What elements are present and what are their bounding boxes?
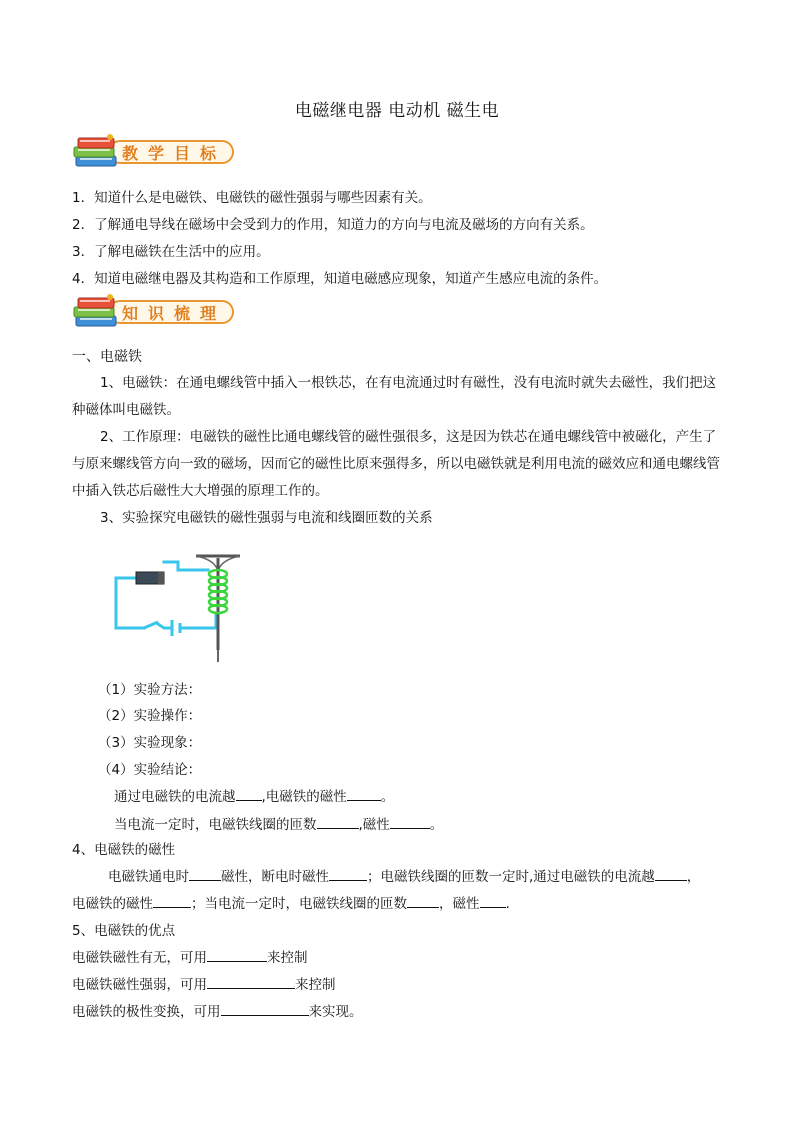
blank[interactable] (189, 866, 221, 881)
paragraph-principle: 2、工作原理：电磁铁的磁性比通电螺线管的磁性强很多，这是因为铁芯在通电螺线管中被磁化，产生了与原来螺线管方向一致的磁场，因而它的磁性比原来强得多，所以电磁铁就是利用电流的磁效应和通电螺线管中插入铁芯后磁性大大增强的原理工作的。 (72, 429, 720, 499)
badge-label: 知识梳理 (122, 304, 227, 323)
blank[interactable] (207, 974, 295, 989)
advantage-strength: 电磁铁磁性强弱，可用 来控制 (72, 973, 336, 993)
magnetism-line-1: 电磁铁通电时 磁性，断电时磁性 ；电磁铁线圈的匝数一定时,通过电磁铁的电流越 ， (108, 865, 700, 885)
advantage-polarity: 电磁铁的极性变换，可用 来实现。 (72, 1000, 363, 1020)
conclusion-current: 通过电磁铁的电流越 ,电磁铁的磁性 。 (114, 785, 394, 805)
section-heading: 4、电磁铁的磁性 (72, 842, 176, 858)
blank[interactable] (480, 893, 506, 908)
step-conclusion: （4）实验结论： (98, 762, 202, 778)
magnetism-line-2: 电磁铁的磁性 ；当电流一定时，电磁铁线圈的匝数 ，磁性 . (72, 892, 510, 912)
electromagnet-circuit-diagram (100, 550, 260, 662)
blank[interactable] (655, 866, 687, 881)
step-operation: （2）实验操作： (98, 708, 202, 724)
blank[interactable] (317, 814, 359, 829)
step-method: （1）实验方法： (98, 682, 202, 698)
books-icon (72, 294, 122, 330)
blank[interactable] (407, 893, 439, 908)
goal-item: 1．知道什么是电磁铁、电磁铁的磁性强弱与哪些因素有关。 (72, 190, 432, 206)
blank[interactable] (153, 893, 191, 908)
goals-badge (72, 134, 238, 170)
goal-item: 3．了解电磁铁在生活中的应用。 (72, 244, 270, 260)
badge-label: 教学目标 (122, 144, 227, 163)
paragraph-experiment: 3、实验探究电磁铁的磁性强弱与电流和线圈匝数的关系 (100, 510, 433, 526)
section-heading: 一、电磁铁 (72, 349, 142, 365)
advantage-on-off: 电磁铁磁性有无，可用 来控制 (72, 946, 308, 966)
blank[interactable] (207, 947, 267, 962)
goal-item: 2．了解通电导线在磁场中会受到力的作用，知道力的方向与电流及磁场的方向有关系。 (72, 217, 594, 233)
books-icon (72, 134, 122, 170)
blank[interactable] (347, 786, 381, 801)
goal-item: 4．知道电磁继电器及其构造和工作原理，知道电磁感应现象，知道产生感应电流的条件。 (72, 271, 608, 287)
blank[interactable] (221, 1001, 309, 1016)
step-phenomenon: （3）实验现象： (98, 735, 202, 751)
blank[interactable] (390, 814, 430, 829)
blank[interactable] (329, 866, 367, 881)
blank[interactable] (236, 786, 262, 801)
knowledge-badge (72, 294, 238, 330)
paragraph-definition: 1、电磁铁：在通电螺线管中插入一根铁芯，在有电流通过时有磁性，没有电流时就失去磁性，我们把这种磁体叫电磁铁。 (72, 375, 717, 418)
page-title: 电磁继电器 电动机 磁生电 (294, 101, 500, 121)
conclusion-turns: 当电流一定时，电磁铁线圈的匝数 ,磁性 。 (114, 813, 443, 833)
section-heading: 5、电磁铁的优点 (72, 923, 176, 939)
